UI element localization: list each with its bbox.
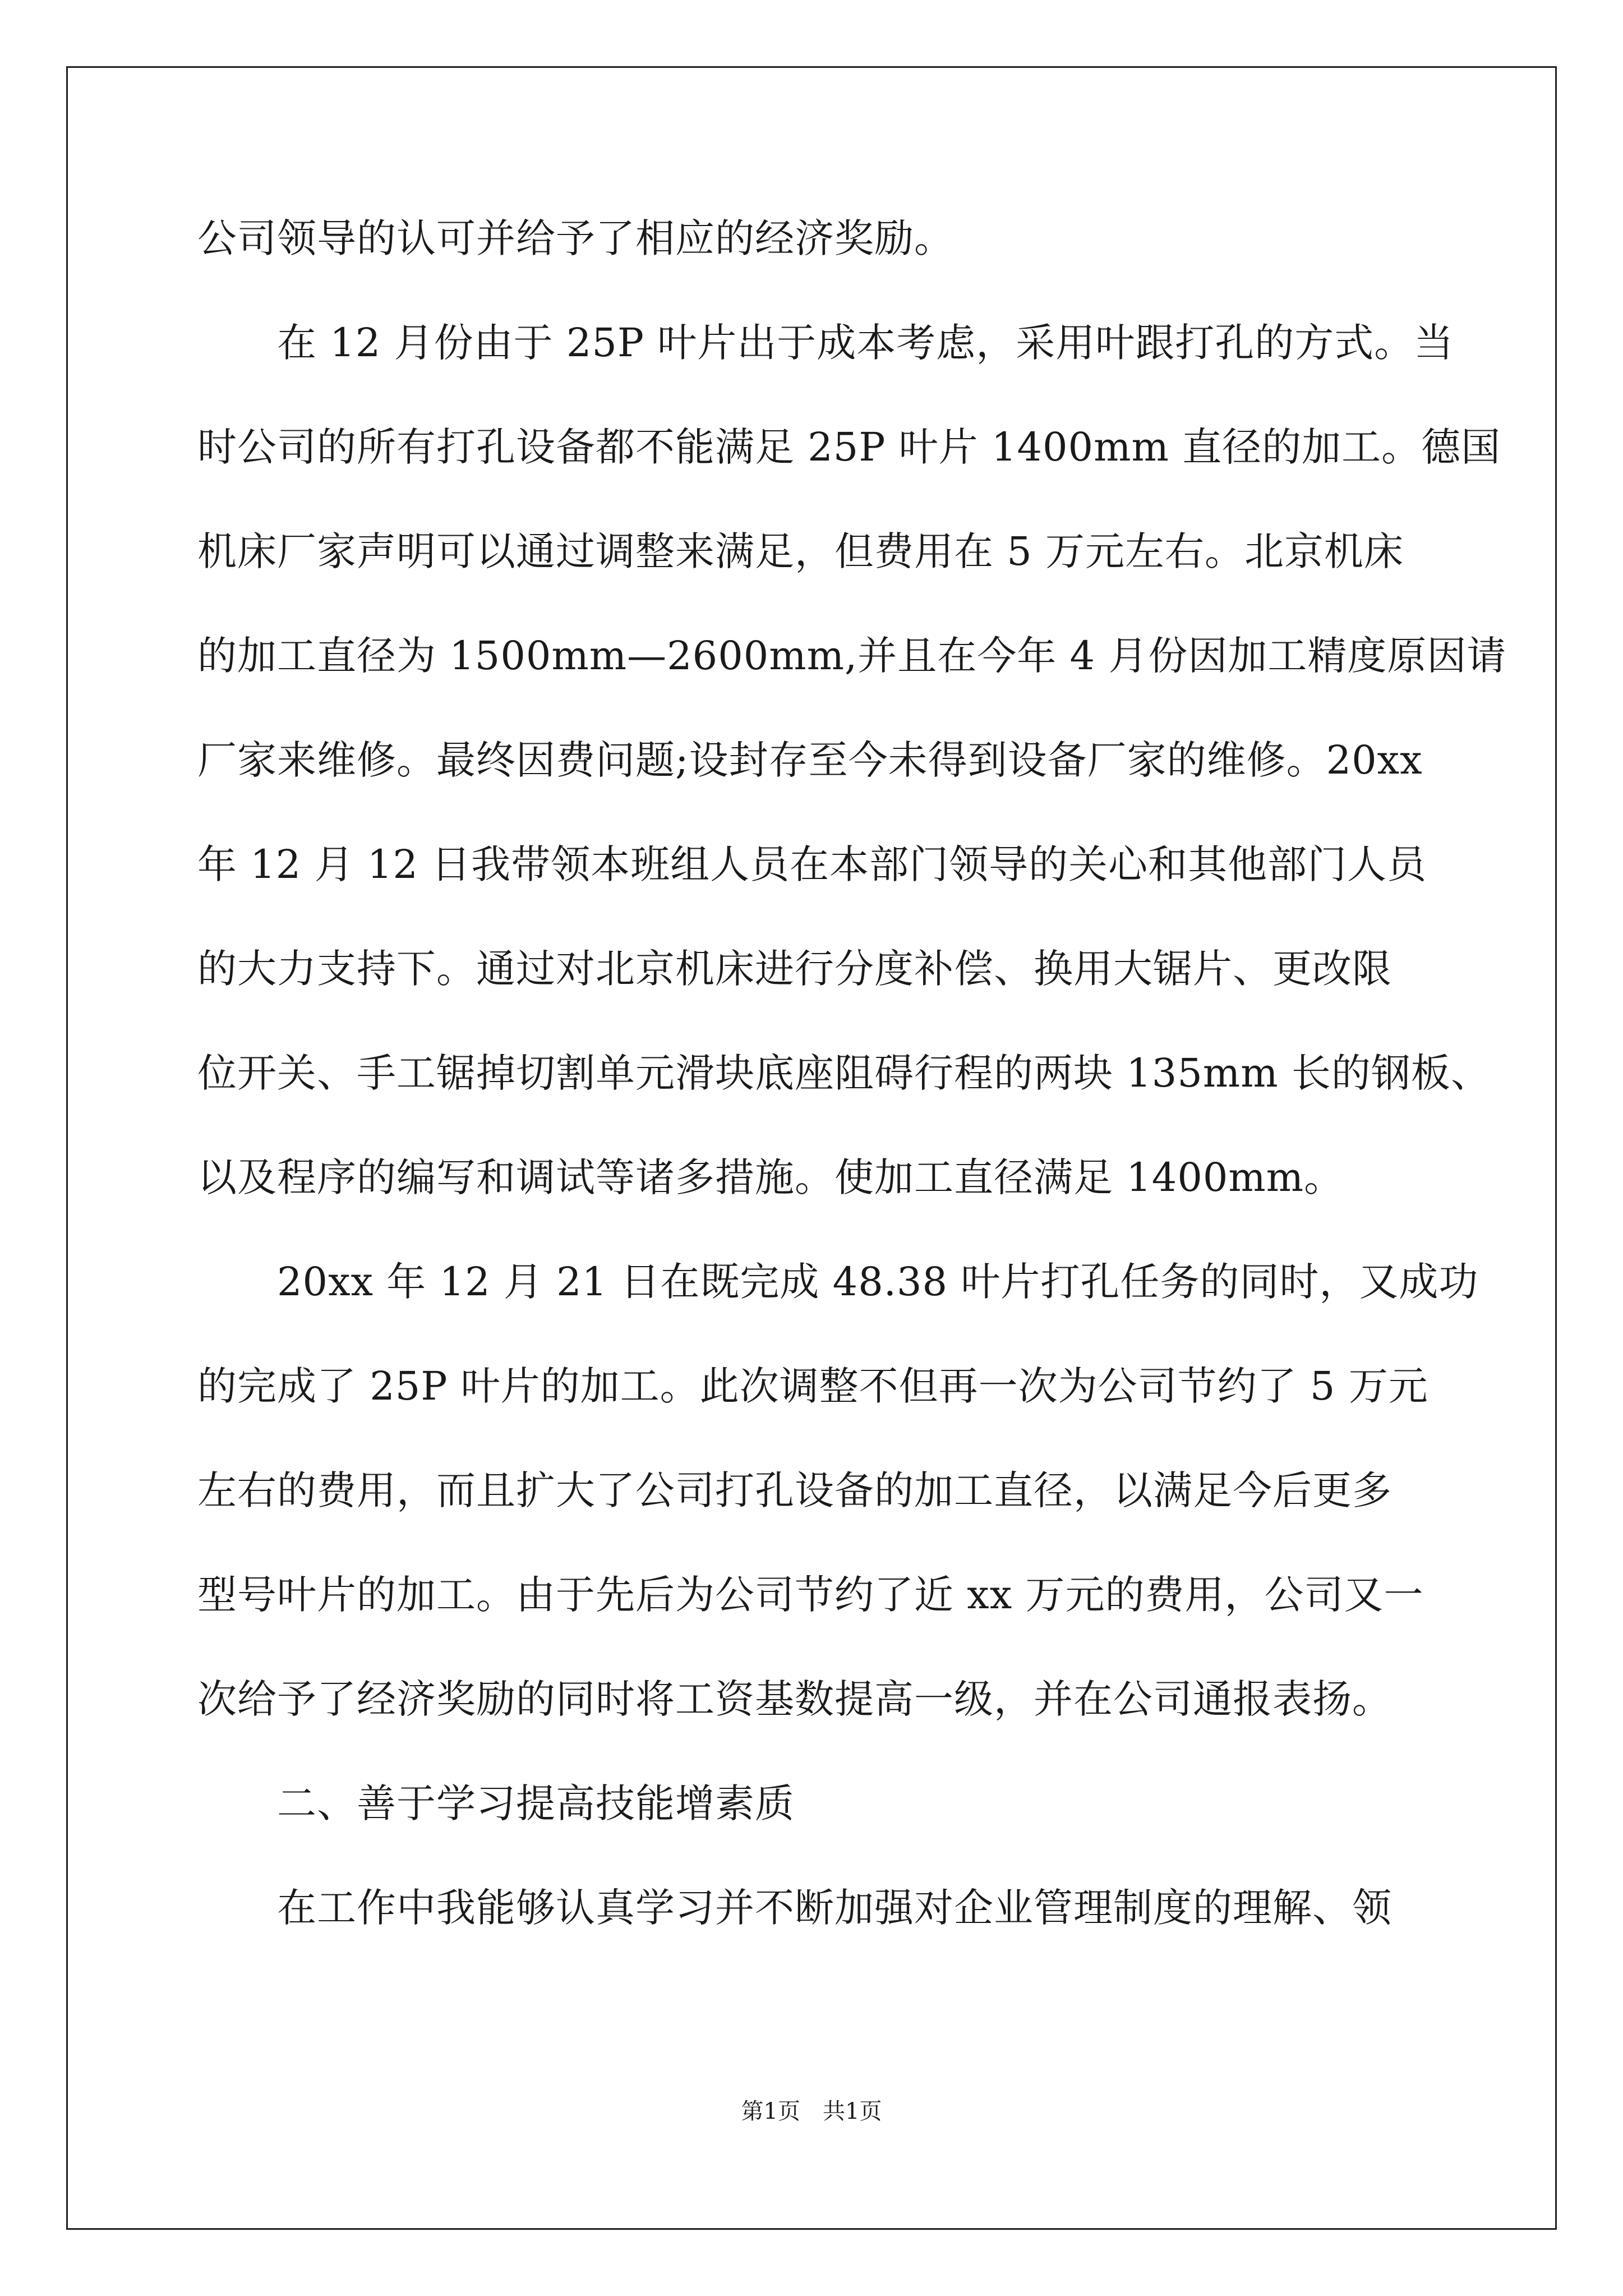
paragraph-start-line: 20xx 年 12 月 21 日在既完成 48.38 叶片打孔任务的同时，又成功: [277, 1259, 1479, 1305]
paragraph-start-line: 在 12 月份由于 25P 叶片出于成本考虑，采用叶跟打孔的方式。当: [277, 320, 1454, 366]
text-line: 时公司的所有打孔设备都不能满足 25P 叶片 1400mm 直径的加工。德国: [197, 424, 1501, 470]
text-line: 厂家来维修。最终因费问题;设封存至今未得到设备厂家的维修。20xx: [197, 737, 1423, 783]
text-line: 机床厂家声明可以通过调整来满足，但费用在 5 万元左右。北京机床: [197, 528, 1404, 574]
page-number-footer: 第1页 共1页: [741, 2099, 882, 2124]
text-line: 左右的费用，而且扩大了公司打孔设备的加工直径，以满足今后更多: [197, 1467, 1392, 1513]
text-line: 公司领导的认可并给予了相应的经济奖励。: [197, 215, 954, 261]
text-line: 型号叶片的加工。由于先后为公司节约了近 xx 万元的费用，公司又一: [197, 1572, 1424, 1618]
text-line: 的大力支持下。通过对北京机床进行分度补偿、换用大锯片、更改限: [197, 946, 1392, 992]
text-line: 的加工直径为 1500mm—2600mm,并且在今年 4 月份因加工精度原因请: [197, 633, 1507, 679]
section-heading: 二、善于学习提高技能增素质: [277, 1780, 795, 1826]
text-line: 位开关、手工锯掉切割单元滑块底座阻碍行程的两块 135mm 长的钢板、: [197, 1050, 1491, 1096]
document-body: [197, 208, 1507, 1981]
paragraph-start-line: 在工作中我能够认真学习并不断加强对企业管理制度的理解、领: [277, 1885, 1392, 1931]
text-line: 的完成了 25P 叶片的加工。此次调整不但再一次为公司节约了 5 万元: [197, 1363, 1428, 1409]
text-line: 以及程序的编写和调试等诸多措施。使加工直径满足 1400mm。: [197, 1154, 1344, 1200]
text-line: 次给予了经济奖励的同时将工资基数提高一级，并在公司通报表扬。: [197, 1676, 1392, 1722]
text-line: 年 12 月 12 日我带领本班组人员在本部门领导的关心和其他部门人员: [197, 841, 1427, 887]
